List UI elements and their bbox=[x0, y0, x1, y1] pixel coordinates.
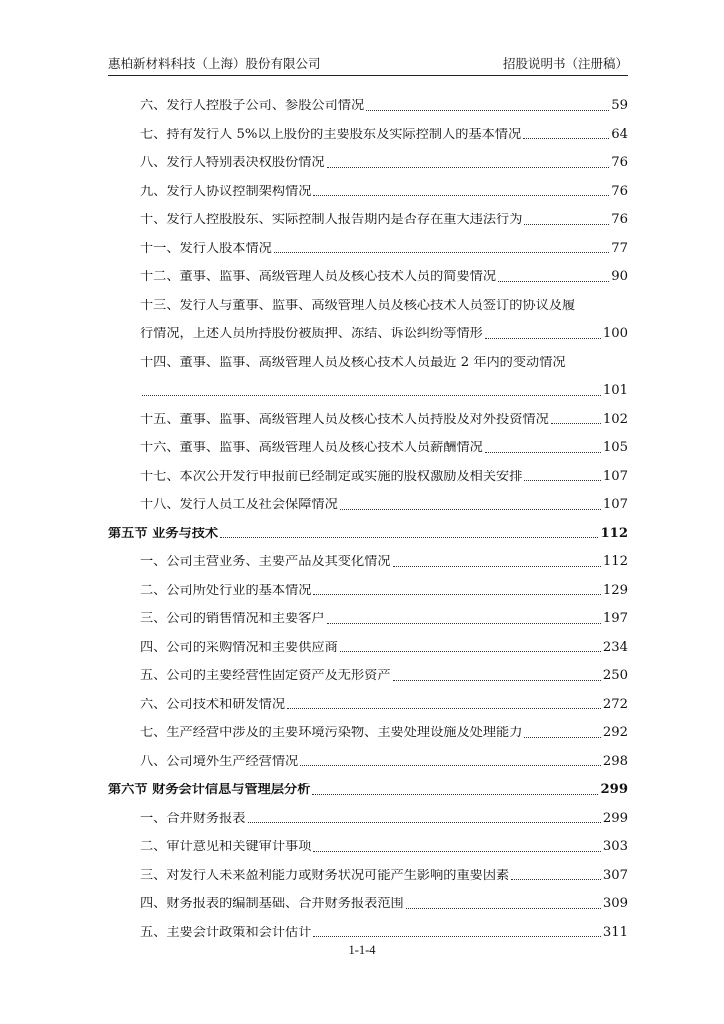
toc-entry-label: 三、公司的销售情况和主要客户 bbox=[140, 612, 325, 626]
toc-entry[interactable] bbox=[108, 455, 628, 484]
toc-entry-label: 十四、董事、监事、高级管理人员及核心技术人员最近 2 年内的变动情况 bbox=[140, 355, 566, 369]
company-name: 惠柏新材料科技（上海）股份有限公司 bbox=[108, 56, 321, 71]
toc-leader-dots bbox=[220, 537, 598, 538]
toc-page-number: 107 bbox=[602, 497, 628, 513]
toc-page-number: 299 bbox=[600, 782, 628, 798]
toc-entry-label: 四、财务报表的编制基础、合并财务报表范围 bbox=[140, 897, 404, 911]
toc-entry[interactable] bbox=[108, 369, 628, 398]
toc-entry-label: 十五、董事、监事、高级管理人员及核心技术人员持股及对外投资情况 bbox=[140, 412, 549, 426]
toc-entry-label: 十八、发行人员工及社会保障情况 bbox=[140, 498, 338, 512]
table-of-contents bbox=[108, 84, 628, 939]
toc-entry-label: 十二、董事、监事、高级管理人员及核心技术人员的简要情况 bbox=[140, 270, 497, 284]
toc-entry-label: 八、发行人特别表决权股份情况 bbox=[140, 156, 325, 170]
toc-entry[interactable] bbox=[108, 854, 628, 883]
toc-page-number: 76 bbox=[611, 183, 628, 199]
toc-entry-label: 九、发行人协议控制架构情况 bbox=[140, 184, 312, 198]
toc-entry-label: 三、对发行人未来盈利能力或财务状况可能产生影响的重要因素 bbox=[140, 868, 510, 882]
toc-leader-dots bbox=[485, 338, 601, 339]
toc-page-number: 101 bbox=[602, 383, 628, 399]
toc-leader-dots bbox=[327, 623, 601, 624]
toc-page-number: 129 bbox=[602, 582, 628, 598]
toc-leader-dots bbox=[327, 167, 610, 168]
toc-leader-dots bbox=[524, 224, 609, 225]
toc-leader-dots bbox=[287, 708, 601, 709]
toc-entry-label: 七、生产经营中涉及的主要环境污染物、主要处理设施及处理能力 bbox=[140, 726, 523, 740]
toc-entry[interactable] bbox=[108, 426, 628, 455]
toc-entry[interactable] bbox=[108, 654, 628, 683]
toc-entry-label: 一、公司主营业务、主要产品及其变化情况 bbox=[140, 555, 391, 569]
toc-page-number: 250 bbox=[602, 668, 628, 684]
toc-entry[interactable] bbox=[108, 911, 628, 940]
toc-entry[interactable] bbox=[108, 141, 628, 170]
toc-leader-dots bbox=[313, 594, 600, 595]
toc-entry[interactable] bbox=[108, 740, 628, 769]
page-number: 1-1-4 bbox=[348, 943, 376, 957]
toc-leader-dots bbox=[406, 908, 601, 909]
toc-page-number: 112 bbox=[602, 554, 628, 570]
toc-entry-label: 二、公司所处行业的基本情况 bbox=[140, 583, 312, 597]
toc-entry-label: 十六、董事、监事、高级管理人员及核心技术人员薪酬情况 bbox=[140, 441, 483, 455]
toc-entry-label: 五、公司的主要经营性固定资产及无形资产 bbox=[140, 669, 391, 683]
toc-page-number: 59 bbox=[611, 98, 628, 114]
toc-page-number: 309 bbox=[602, 896, 628, 912]
toc-entry-label: 七、持有发行人 5%以上股份的主要股东及实际控制人的基本情况 bbox=[140, 127, 522, 141]
toc-leader-dots bbox=[524, 480, 600, 481]
toc-page-number: 292 bbox=[602, 725, 628, 741]
toc-page-number: 307 bbox=[602, 867, 628, 883]
toc-page-number: 90 bbox=[611, 269, 628, 285]
toc-leader-dots bbox=[300, 765, 601, 766]
toc-leader-dots bbox=[523, 138, 609, 139]
toc-leader-dots bbox=[340, 651, 601, 652]
toc-entry[interactable] bbox=[108, 198, 628, 227]
toc-leader-dots bbox=[393, 566, 601, 567]
toc-entry[interactable] bbox=[108, 540, 628, 569]
toc-entry-label: 第五节 业务与技术 bbox=[108, 526, 219, 540]
toc-page-number: 197 bbox=[602, 611, 628, 627]
toc-entry-label: 十三、发行人与董事、监事、高级管理人员及核心技术人员签订的协议及履 bbox=[140, 298, 576, 312]
toc-entry-label: 二、审计意见和关键审计事项 bbox=[140, 840, 312, 854]
toc-leader-dots bbox=[366, 110, 609, 111]
toc-page-number: 272 bbox=[602, 696, 628, 712]
toc-leader-dots bbox=[142, 395, 601, 396]
toc-entry[interactable] bbox=[108, 113, 628, 142]
toc-section-entry[interactable] bbox=[108, 768, 628, 797]
toc-page-number: 298 bbox=[602, 753, 628, 769]
toc-page-number: 102 bbox=[602, 411, 628, 427]
document-title: 招股说明书（注册稿） bbox=[502, 56, 628, 71]
toc-page-number: 77 bbox=[611, 240, 628, 256]
toc-leader-dots bbox=[312, 794, 598, 795]
toc-leader-dots bbox=[511, 879, 601, 880]
toc-entry[interactable] bbox=[108, 170, 628, 199]
toc-entry[interactable] bbox=[108, 398, 628, 427]
toc-entry[interactable] bbox=[108, 711, 628, 740]
toc-entry[interactable] bbox=[108, 683, 628, 712]
toc-entry-label: 第六节 财务会计信息与管理层分析 bbox=[108, 783, 311, 797]
toc-page-number: 112 bbox=[600, 525, 628, 541]
toc-page-number: 64 bbox=[611, 126, 628, 142]
toc-entry[interactable] bbox=[108, 569, 628, 598]
toc-leader-dots bbox=[313, 195, 609, 196]
toc-entry[interactable] bbox=[108, 483, 628, 512]
toc-leader-dots bbox=[313, 851, 600, 852]
toc-leader-dots bbox=[248, 822, 601, 823]
toc-entry-label: 五、主要会计政策和会计估计 bbox=[140, 925, 312, 939]
toc-entry-label: 十、发行人控股股东、实际控制人报告期内是否存在重大违法行为 bbox=[140, 213, 523, 227]
toc-page-number: 107 bbox=[602, 468, 628, 484]
toc-page-number: 100 bbox=[602, 326, 628, 342]
toc-entry[interactable] bbox=[108, 797, 628, 826]
toc-leader-dots bbox=[498, 281, 609, 282]
toc-leader-dots bbox=[313, 936, 600, 937]
toc-leader-dots bbox=[485, 452, 601, 453]
toc-entry[interactable] bbox=[108, 341, 628, 370]
toc-leader-dots bbox=[524, 737, 600, 738]
toc-entry[interactable] bbox=[108, 227, 628, 256]
toc-section-entry[interactable] bbox=[108, 512, 628, 541]
toc-entry[interactable] bbox=[108, 882, 628, 911]
toc-page-number: 105 bbox=[602, 440, 628, 456]
toc-entry-label: 八、公司境外生产经营情况 bbox=[140, 754, 299, 768]
toc-leader-dots bbox=[340, 509, 601, 510]
toc-leader-dots bbox=[393, 680, 601, 681]
toc-entry[interactable] bbox=[108, 84, 628, 113]
toc-entry-label: 十七、本次公开发行申报前已经制定或实施的股权激励及相关安排 bbox=[140, 469, 523, 483]
toc-page-number: 303 bbox=[602, 839, 628, 855]
toc-page-number: 311 bbox=[602, 924, 628, 940]
page-header bbox=[108, 52, 628, 76]
toc-entry-label: 六、发行人控股子公司、参股公司情况 bbox=[140, 99, 365, 113]
toc-entry-label: 行情况，上述人员所持股份被质押、冻结、诉讼纠纷等情形 bbox=[140, 327, 483, 341]
toc-entry[interactable] bbox=[108, 284, 628, 313]
toc-entry[interactable] bbox=[108, 825, 628, 854]
toc-entry[interactable] bbox=[108, 312, 628, 341]
toc-entry[interactable] bbox=[108, 626, 628, 655]
toc-page-number: 234 bbox=[602, 639, 628, 655]
toc-page-number: 76 bbox=[611, 212, 628, 228]
toc-leader-dots bbox=[274, 252, 609, 253]
toc-page-number: 76 bbox=[611, 155, 628, 171]
toc-entry-label: 六、公司技术和研发情况 bbox=[140, 697, 286, 711]
toc-leader-dots bbox=[551, 423, 601, 424]
toc-entry-label: 四、公司的采购情况和主要供应商 bbox=[140, 640, 338, 654]
toc-entry[interactable] bbox=[108, 255, 628, 284]
toc-entry-label: 一、合并财务报表 bbox=[140, 811, 246, 825]
toc-page-number: 299 bbox=[602, 810, 628, 826]
toc-entry-label: 十一、发行人股本情况 bbox=[140, 241, 272, 255]
toc-entry[interactable] bbox=[108, 597, 628, 626]
